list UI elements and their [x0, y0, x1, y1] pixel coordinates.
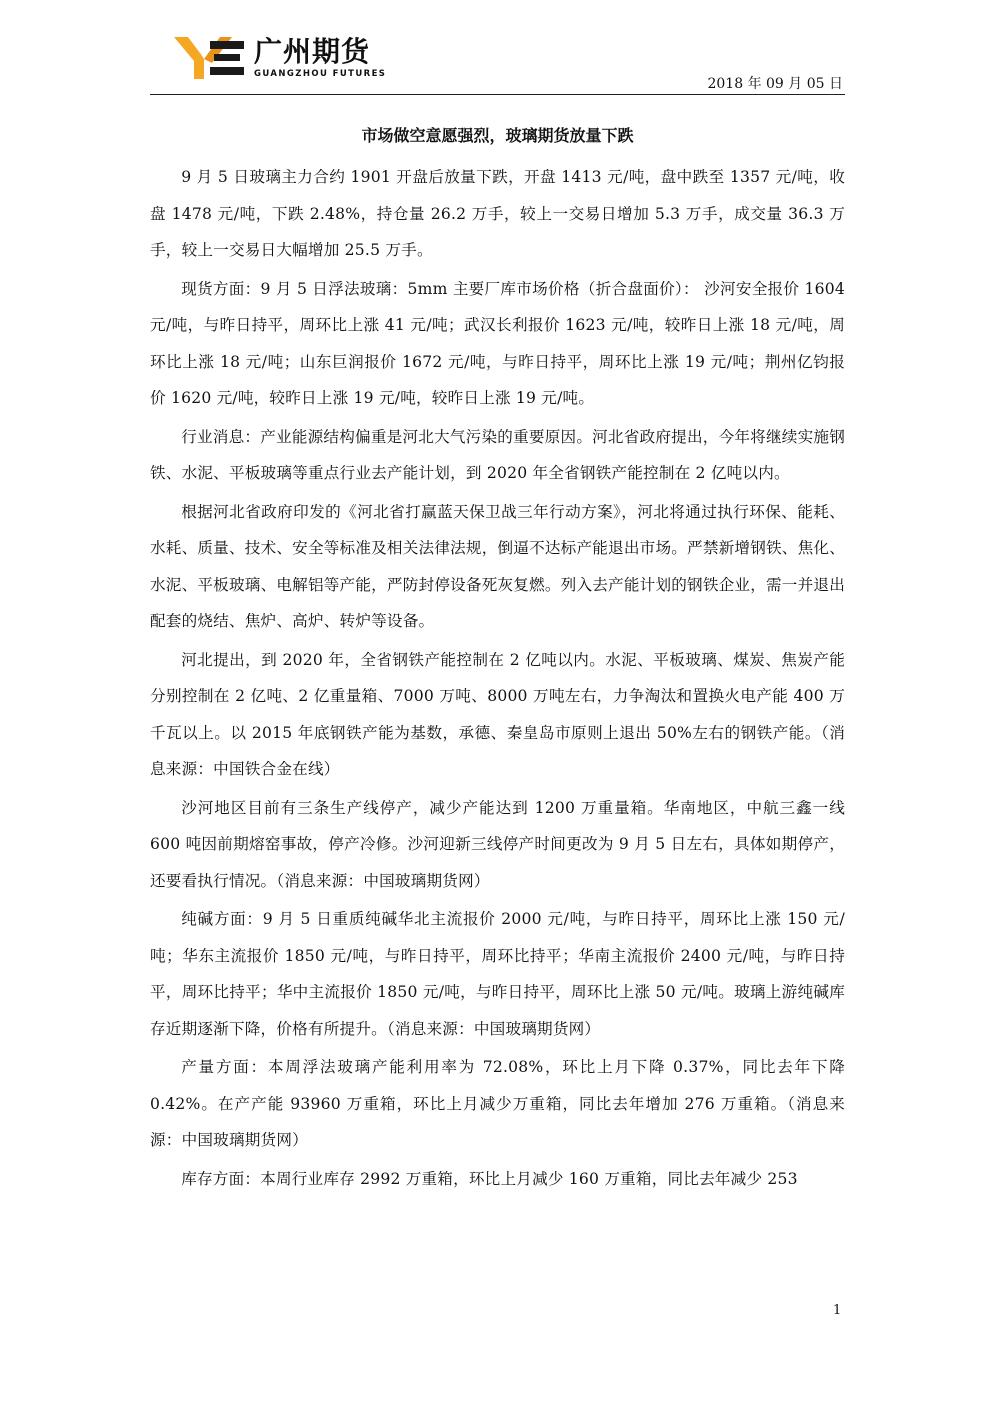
paragraph: 9 月 5 日玻璃主力合约 1901 开盘后放量下跌，开盘 1413 元/吨，盘中跌至 1357 元/吨，收盘 1478 元/吨，下跌 2.48%，持仓量 26.2 万手，较上一交易日增加 5.3 万手，成交量 36.3 万手，较上一交易日大幅增加 25.5 万手。: [150, 168, 845, 259]
paragraph: 河北提出，到 2020 年，全省钢铁产能控制在 2 亿吨以内。水泥、平板玻璃、煤炭、焦炭产能分别控制在 2 亿吨、2 亿重量箱、7000 万吨、8000 万吨左右，力争淘汰和置换火电产能 400 万千瓦以上。以 2015 年底钢铁产能为基数，承德、秦皇岛市原则上退出 50%左右的钢铁产能。（消息来源：中国铁合金在线）: [150, 650, 845, 778]
document-title: 市场做空意愿强烈，玻璃期货放量下跌: [361, 126, 634, 145]
paragraph: 沙河地区目前有三条生产线停产，减少产能达到 1200 万重量箱。华南地区，中航三鑫一线 600 吨因前期熔窑事故，停产冷修。沙河迎新三线停产时间更改为 9 月 5 日左右，具体如期停产，还要看执行情况。（消息来源：中国玻璃期货网）: [150, 798, 845, 890]
paragraph: 现货方面：9 月 5 日浮法玻璃：5mm 主要厂库市场价格（折合盘面价）： 沙河安全报价 1604 元/吨，与昨日持平，周环比上涨 41 元/吨；武汉长利报价 1623 元/吨，较昨日上涨 18 元/吨，周环比上涨 18 元/吨；山东巨润报价 1672 元/吨，与昨日持平，周环比上涨 19 元/吨；荆州亿钧报价 1620 元/吨，较昨日上涨 19 元/吨，较昨日上涨 19 元/吨。: [150, 279, 845, 407]
document-body: [150, 124, 845, 1199]
paragraph: 库存方面：本周行业库存 2992 万重箱，环比上月减少 160 万重箱，同比去年减少 253: [181, 1169, 798, 1188]
paragraph: 纯碱方面：9 月 5 日重质纯碱华北主流报价 2000 元/吨，与昨日持平，周环比上涨 150 元/吨；华东主流报价 1850 元/吨，与昨日持平，周环比持平；华南主流报价 2400 元/吨，与昨日持平，周环比持平；华中主流报价 1850 元/吨，与昨日持平，周环比上涨 50 元/吨。玻璃上游纯碱库存近期逐渐下降，价格有所提升。（消息来源：中国玻璃期货网）: [150, 910, 845, 1038]
guangzhou-futures-logo-icon: [174, 37, 246, 79]
paragraph: 行业消息：产业能源结构偏重是河北大气污染的重要原因。河北省政府提出，今年将继续实施钢铁、水泥、平板玻璃等重点行业去产能计划，到 2020 年全省钢铁产能控制在 2 亿吨以内。: [150, 427, 845, 482]
page-number: 1: [833, 1303, 842, 1318]
paragraph: 根据河北省政府印发的《河北省打赢蓝天保卫战三年行动方案》，河北将通过执行环保、能耗、水耗、质量、技术、安全等标准及相关法律法规，倒逼不达标产能退出市场。严禁新增钢铁、焦化、水泥、平板玻璃、电解铝等产能，严防封停设备死灰复燃。列入去产能计划的钢铁企业，需一并退出配套的烧结、焦炉、高炉、转炉等设备。: [150, 502, 845, 630]
brand-name-english: GUANGZHOU FUTURES: [254, 69, 387, 79]
brand-name: 广州期货: [254, 35, 371, 68]
header-divider: [150, 94, 845, 95]
page-header: [150, 35, 845, 95]
report-date: 2018 年 09 月 05 日: [707, 76, 843, 92]
paragraph: 产量方面：本周浮法玻璃产能利用率为 72.08%，环比上月下降 0.37%，同比去年下降 0.42%。在产产能 93960 万重箱，环比上月减少万重箱，同比去年增加 276 万重箱。（消息来源：中国玻璃期货网）: [150, 1058, 845, 1149]
